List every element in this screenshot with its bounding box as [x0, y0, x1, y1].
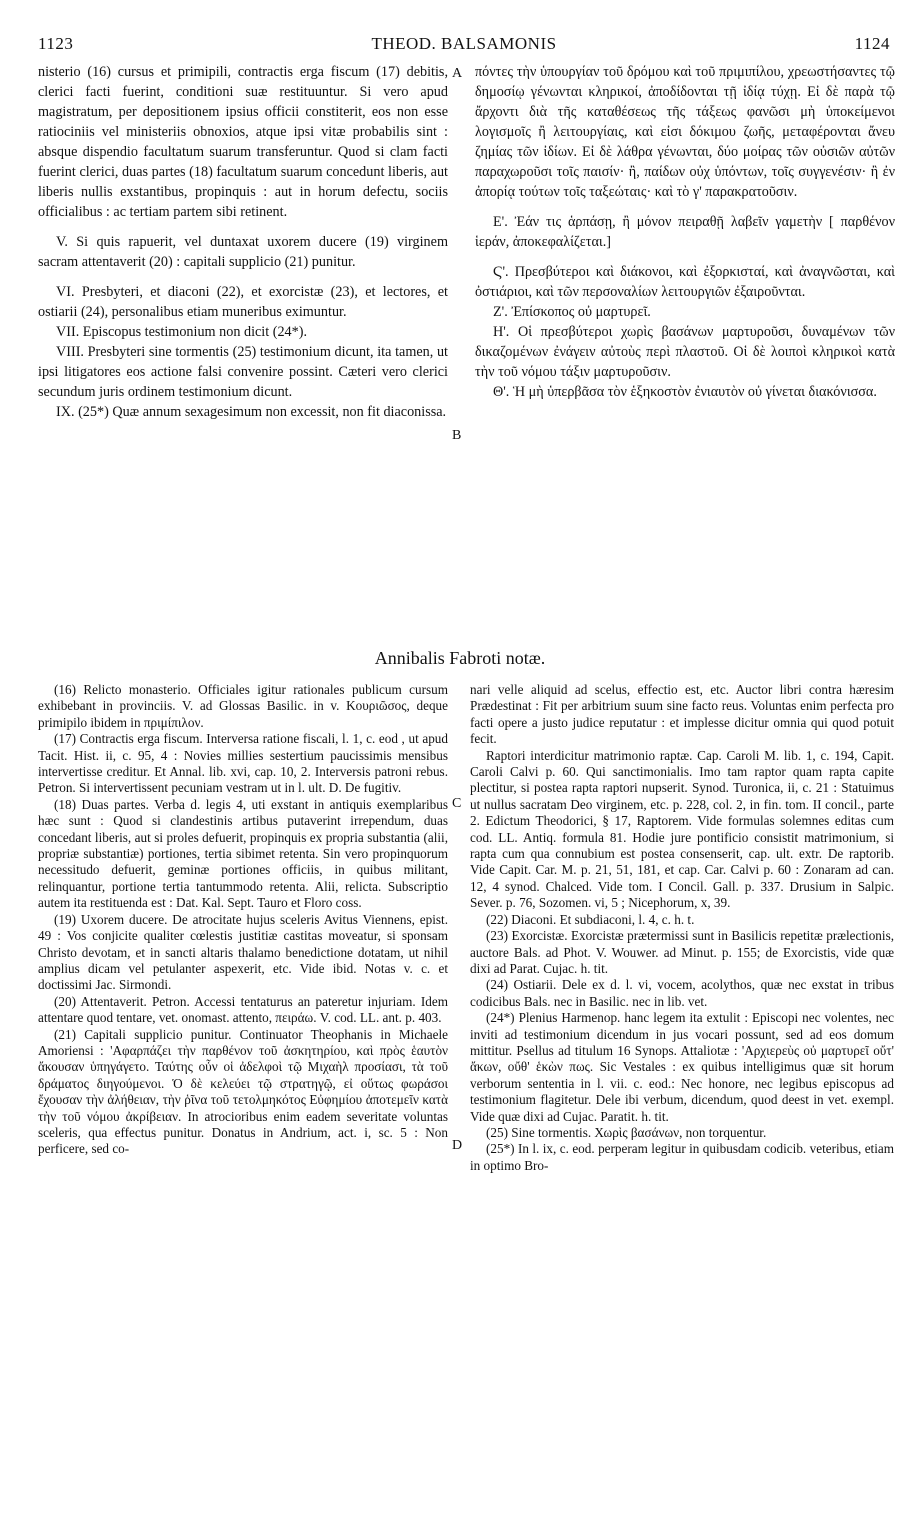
notes-left-column [38, 682, 448, 1158]
greek-paragraph: Ε'. Ἐάν τις ἁρπάσῃ, ἢ μόνον πειραθῇ λαβεῖν γαμετὴν [ παρθένον ἱεράν, ἀποκεφαλίζεται.] [475, 214, 895, 250]
note: nari velle aliquid ad scelus, effectio est, etc. Auctor libri contra hæresim Prædestinat : Fit per arbitrium suum sine facto reus. Voluntas enim perfecta pro facti opere a justo judice reputatur : et implesse dicitur omnia qui quod potuit fecit. [470, 682, 894, 747]
note: (16) Relicto monasterio. Officiales igitur rationales publicum cursum exhibebant in provinciis. V. ad Glossas Basilic. in v. Κουριῶσος, deque primipilo ibidem in πριμίπιλον. [38, 682, 448, 730]
latin-paragraph: VI. Presbyteri, et diaconi (22), et exorcistæ (23), et lectores, et ostiarii (24), personalibus etiam muneribus eximuntur. [38, 284, 448, 320]
note: (21) Capitali supplicio punitur. Continuator Theophanis in Michaele Amoriensi : 'Αφαρπάζει τὴν παρθένον τοῦ ἀσκητηρίου, καὶ πρὸς ἑαυτὸν ἄκουσαν ὑπηγάγετο. Ταύτης οὖν οἱ ἀδελφοὶ τῷ Μιχαὴλ προσίασι, τὰ τοῦ δράματος διηγούμενοι. Ὁ δὲ κελεύει τῷ στρατηγῷ, εἰ οὕτως φωράσοι ἔχουσαν τὴν ἀλήθειαν, τὴν ῥῖνα τοῦ τετολμηκότος Εὐφημίου ἀποτεμεῖν κατὰ τὴν τοῦ νόμου ἀκρίβειαν. In atrocioribus enim eadem severitate voluntas sceleris, qua effectus punitur. Donatus in Andrium, act. i, sc. 5 : Non perficere, sed co- [38, 1026, 448, 1157]
note: Raptori interdicitur matrimonio raptæ. Cap. Caroli M. lib. 1, c. 194, Capit. Caroli Calvi p. 60. Qui sanctimonialis. Imo tam raptor quam rapta capite plectitur, si postea rapta raptori nupserit. Synod. Turonica, ii, c. 21 : Statuimus ut nullus sacratam Deo virginem, etc. p. 228, col. 2, in fin. tom. II concil., parte 2. Edictum Theodorici, § 17, Raptorem. Vide formulas solemnes editas cum cod. LL. Antiq. formula 81. Hodie jure pontificio consistit matrimonium, si rapta cum qua connubium est postea consenserit, cap. ult. extr. De raptorib. Vide Capit. Car. M. p. 21, 51, 181, et cap. Car. Calvi p. 60 : Zonaram ad can. 12, 4 synod. Chalced. Vide tom. I Concil. Gall. p. 337. Drusium in Salpic. Sever. p. 76, Sozomen. vi, 5 ; Nicephorum, x, 39. [470, 747, 894, 911]
greek-text-column [475, 62, 895, 402]
margin-marker-d: D [452, 1138, 463, 1153]
margin-marker-c: C [452, 796, 462, 811]
latin-paragraph: IX. (25*) Quæ annum sexagesimum non excessit, non fit diaconissa. [56, 404, 447, 420]
greek-paragraph: Ζ'. Ἐπίσκοπος οὐ μαρτυρεῖ. [493, 304, 651, 320]
note: (25*) In l. ix, c. eod. perperam legitur in quibusdam codicib. veteribus, etiam in optimo Bro- [470, 1141, 894, 1173]
greek-paragraph: πόντες τὴν ὑπουργίαν τοῦ δρόμου καὶ τοῦ πριμιπίλου, χρεωστήσαντες τῷ δημοσίῳ γένωνται κληρικοί, ἀποδίδονται τῇ ἰδίᾳ τύχῃ. Εἰ δὲ παρὰ τῷ ἄρχοντι διὰ τῆς καταθέσεως τῆς τάξεως φανῶσι μὴ ὑποκείμενοι λογισμοῖς ἢ λειτουργίαις, καὶ εἰσι δόκιμου ζωῆς, μεταφέρονται ἄνευ ζημίας τῶν ἰδίων. Εἰ δὲ λάθρα γένωνται, δύο μοίρας τῶν οὐσιῶν αὐτῶν παραχωροῦσι τοῖς παισίν· ἢ, παίδων οὐχ ὑπόντων, τοῖς συγγενέσιν· ἢ ἐν ἀπορίᾳ τούτων τοῖς ταξεώταις· καὶ τὸ γ' παρακρατοῦσιν. [475, 64, 895, 200]
greek-paragraph: Θ'. Ἡ μὴ ὑπερβᾶσα τὸν ἑξηκοστὸν ἐνιαυτὸν οὐ γίνεται διακόνισσα. [493, 384, 877, 400]
note: (23) Exorcistæ. Exorcistæ prætermissi sunt in Basilicis repetitæ prælectionis, auctore Bals. ad Phot. V. Wouwer. ad Minut. p. 155; de Exorcistis, vide quæ dixi ad Parat. Cujac. h. tit. [470, 928, 894, 976]
note: (24) Ostiarii. Dele ex d. l. vi, vocem, acolythos, quæ nec exstat in tribus codicibus Bals. nec in Basilic. nec in lib. vet. [470, 977, 894, 1009]
greek-paragraph: Η'. Οἱ πρεσβύτεροι χωρὶς βασάνων μαρτυροῦσι, δυναμένων τῶν δικαζομένων ἐνάγειν αὐτοὺς περὶ πλαστοῦ. Οἱ δὲ λοιποὶ κληρικοὶ κατὰ τὴν τοῦ νόμου τάξιν μαρτυροῦσιν. [475, 324, 895, 380]
page-header [38, 34, 890, 56]
note: (25) Sine tormentis. Χωρὶς βασάνων, non torquentur. [486, 1124, 767, 1140]
notes-right-column [470, 682, 894, 1174]
margin-marker-b: B [452, 428, 462, 443]
latin-paragraph: V. Si quis rapuerit, vel duntaxat uxorem ducere (19) virginem sacram attentaverit (20) : capitali supplicio (21) punitur. [38, 234, 448, 270]
left-page-number: 1123 [38, 34, 74, 53]
latin-text-column [38, 62, 448, 422]
running-title: THEOD. BALSAMONIS [371, 34, 557, 53]
latin-paragraph: VII. Episcopus testimonium non dicit (24*). [56, 324, 308, 340]
note: (24*) Plenius Harmenop. hanc legem ita extulit : Episcopi nec volentes, nec inviti ad testimonium dicendum in jus vocari possunt, sed ad eos domum mittitur. Psellus ad titulum 16 Synops. Attaliotæ : 'Αρχιερεὺς οὐ μαρτυρεῖ οὔτ' ἄκων, οὔθ' ἑκὼν πως. Sic Vestales : ex quibus intelligimus quæ sit horum verborum sententia in l. vii. c. eod.: Nec honore, nec legibus episcopus ad testimonium flagitetur. Dele ibi verbum, dicendum, quod deest in vet. exempl. Vide quæ dixi ad Cujac. Paratit. h. tit. [470, 1010, 894, 1124]
margin-marker-a: A [452, 66, 463, 81]
greek-paragraph: Ϛ'. Πρεσβύτεροι καὶ διάκονοι, καὶ ἐξορκισταί, καὶ ἀναγνῶσται, καὶ ὀστιάριοι, καὶ τῶν περσοναλίων λειτουργιῶν ἐξαιροῦνται. [475, 264, 895, 300]
note: (17) Contractis erga fiscum. Interversa ratione fiscali, l. 1, c. eod , ut apud Tacit. Hist. ii, c. 95, 4 : Novies millies sestertium paucissimis mensibus intervertisse creditur. Et Annal. lib. xvi, cap. 10, 2. Interversis patroni rebus. Petron. Si intervertissent pecuniam vestram ut in l. ult. D. De fugitiv. [38, 731, 448, 796]
note: (19) Uxorem ducere. De atrocitate hujus sceleris Avitus Viennens, epist. 49 : Vos conjicite qualiter cœlestis justitiæ castitas moveatur, si sponsam Christo devotam, et in sancti altaris thalamo benedictione dotatam, ut nihil amplius dicam vel petulanter aspexerit, etc. Vide ibid. Notas v. c. et doctissimi Jac. Sirmondi. [38, 911, 448, 993]
right-page-number: 1124 [854, 34, 890, 53]
note: (20) Attentaverit. Petron. Accessi tentaturus an pateretur injuriam. Idem attentare quod tentare, vet. onomast. attento, πειράω. V. cod. LL. ant. p. 403. [38, 993, 448, 1026]
note: (18) Duas partes. Verba d. legis 4, uti exstant in antiquis exemplaribus hæc sunt : Quod si clandestinis artibus putaverint irrependum, duas concedant liberis, aut si proles defuerit, propinquis ex propria substantia (alii, propriæ substantiæ) portiones, tertia sibimet retenta. Sin vero propinquorum necessitudo defuerit, geminæ portiones officiis, in quibus militant, relinquantur, portione tertia tantummodo retenta. Alii, relicta. Subscriptio autem ita restituenda est : Dat. Kal. Sept. Tauro et Floro coss. [38, 796, 448, 911]
latin-paragraph: VIII. Presbyteri sine tormentis (25) testimonium dicunt, ita tamen, ut ipsi litigatores eos actione falsi convenire possint. Cæteri vero clerici secundum juris ordinem testimonium dicunt. [38, 344, 448, 400]
notes-heading: Annibalis Fabroti notæ. [374, 648, 546, 668]
note: (22) Diaconi. Et subdiaconi, l. 4, c. h. t. [486, 911, 695, 927]
latin-paragraph: nisterio (16) cursus et primipili, contractis erga fiscum (17) debitis, clerici facti fuerint, conditioni suæ restituuntur. Si vero apud magistratum, per depositionem ipsius officii constiterit, eos non esse ratiociniis vel ministeriis obnoxios, atque ipsi vitæ probabilis sint : absque dispendio facultatum suarum transferuntur. Quod si clam facti fuerint clerici, duas partes (18) facultatum suarum concedunt liberis, aut liberis nullis exstantibus, propinquis : aut in horum defectu, sociis officialibus : ac tertiam partem sibi retinent. [38, 64, 448, 220]
